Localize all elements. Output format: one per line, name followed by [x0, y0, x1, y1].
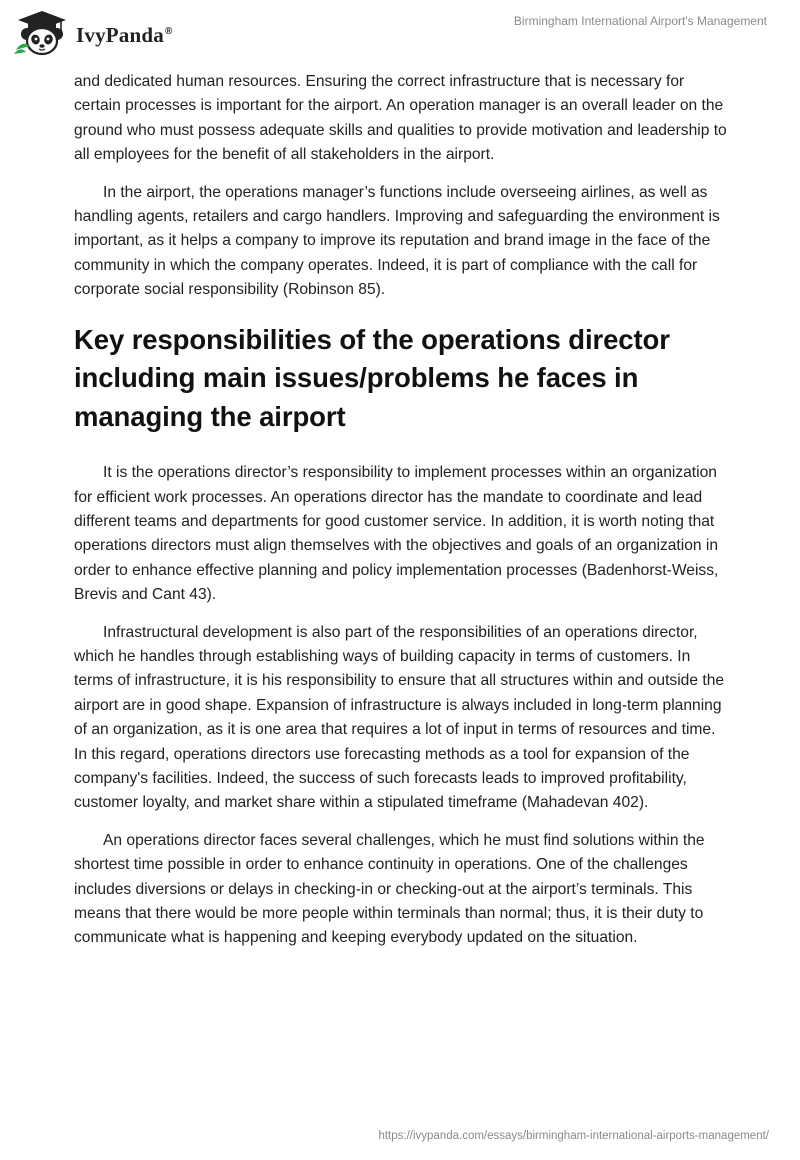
- brand-logo[interactable]: [14, 10, 173, 56]
- registered-mark: ®: [164, 25, 173, 37]
- paragraph: In the airport, the operations manager’s functions include overseeing airlines, as well as handling agents, retailers and cargo handlers. Improving and safeguarding the environment is important, as it helps a company to improve its reputation and brand image in the face of the community in which the company operates. Indeed, it is part of compliance with the call for corporate social responsibility (Robinson 85).: [74, 183, 720, 299]
- paragraph: It is the operations director’s responsibility to implement processes within an organization for efficient work processes. An operations director has the mandate to coordinate and lead different teams and departments for good customer service. In addition, it is worth noting that operations directors must align themselves with the objectives and goals of an organization in order to enhance effective planning and policy implementation processes (Badenhorst-Weiss, Brevis and Cant 43).: [74, 464, 719, 604]
- source-url-link[interactable]: https://ivypanda.com/essays/birmingham-international-airports-management/: [378, 1130, 769, 1142]
- paragraph: Infrastructural development is also part of the responsibilities of an operations director, which he handles through establishing ways of building capacity in terms of customers. In terms of infrastructure, it is his responsibility to ensure that all structures within and outside the airport are in good shape. Expansion of infrastructure is always included in long-term planning of an organization, as it is one area that requires a lot of input in terms of resources and time. In this regard, operations directors use forecasting methods as a tool for expansion of the company's facilities. Indeed, the success of such forecasts leads to improved profitability, customer loyalty, and market share within a stipulated timeframe (Mahadevan 402).: [74, 623, 725, 812]
- article-body: [74, 70, 728, 964]
- brand-name: IvyPanda®: [76, 22, 173, 47]
- panda-graduate-icon: [14, 10, 70, 56]
- document-title: Birmingham International Airport's Management: [513, 14, 767, 28]
- section-heading: Key responsibilities of the operations director including main issues/problems he faces in managing the airport: [74, 323, 670, 432]
- paragraph: and dedicated human resources. Ensuring the correct infrastructure that is necessary for certain processes is important for the airport. An operation manager is an overall leader on the ground who must possess adequate skills and qualities to provide motivation and leadership to all employees for the benefit of all stakeholders in the airport.: [74, 73, 727, 164]
- page-header: [0, 0, 800, 60]
- paragraph: An operations director faces several challenges, which he must find solutions within the shortest time possible in order to enhance continuity in operations. One of the challenges includes diversions or delays in checking-in or checking-out at the airport’s terminals. This means that there would be more people within terminals than normal; thus, it is their duty to communicate what is happening and keeping everybody updated on the situation.: [74, 831, 705, 947]
